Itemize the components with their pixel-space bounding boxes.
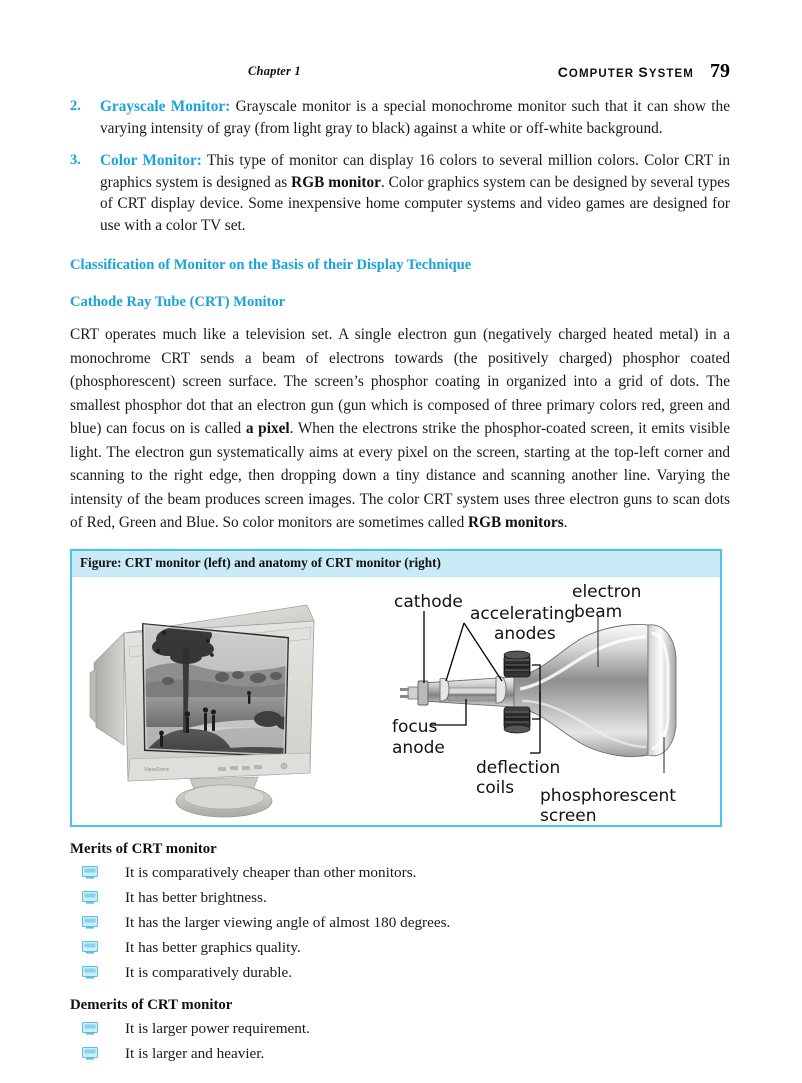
paragraph-part3: . [563,514,568,531]
list-item [70,1018,730,1039]
figure-body [72,577,720,825]
label-focus-anode-1: focus [392,716,438,737]
list-item-body [100,96,730,139]
label-electron-beam-2: beam [574,601,623,622]
figure-caption: Figure: CRT monitor (left) and anatomy of CRT monitor (right) [72,551,720,577]
list-item-lead: Grayscale Monitor: [100,98,231,115]
figure-box [70,549,722,827]
crt-anatomy-diagram [392,577,720,825]
monitor-bullet-icon [82,1047,98,1060]
paragraph-bold-pixel: a pixel [245,420,290,437]
sub-heading: Cathode Ray Tube (CRT) Monitor [70,294,286,310]
list-item-text-part2: . Color graphics system can be designed by several types of CRT display device. Some inexpensive home computer systems and video games are designed for use with a color TV set. [100,173,731,234]
demerit-text: It is larger and heavier. [125,1044,265,1062]
label-electron-beam-1: electron [572,581,642,602]
merits-heading: Merits of CRT monitor [70,840,217,857]
merit-text: It has the larger viewing angle of almost 180 degrees. [125,913,451,931]
label-deflection-coils-1: deflection [476,757,561,778]
label-accelerating-anodes-1: accelerating [470,603,576,624]
running-head-title: COMPUTER SYSTEM [557,64,694,80]
merit-text: It has better graphics quality. [125,938,301,956]
paragraph-part2: . When the electrons strike the phosphor-coated screen, it emits visible light. The electron gun systematically aims at every pixel on the screen, starting at the top-left corner and scanning to the right edge, then dropping down a tiny distance and scanning another line. Varying the intensity of the beam produces screen images. The color CRT system uses three electron guns to scan dots of Red, Green and Blue. So color monitors are sometimes called [70,420,730,531]
list-item-bold-term: RGB monitor [291,173,381,191]
list-item [70,862,730,883]
list-marker: 2. [70,98,81,114]
label-phosphorescent-screen-1: phosphorescent [540,785,676,806]
demerits-heading: Demerits of CRT monitor [70,996,233,1013]
merits-list [70,862,730,983]
list-item-text: Grayscale monitor is a special monochrome monitor such that it can show the varying intensity of gray (from light gray to black) against a white or off-white background. [100,98,730,137]
merit-text: It is comparatively cheaper than other monitors. [125,863,417,881]
demerit-text: It is larger power requirement. [125,1019,310,1037]
monitor-bullet-icon [82,916,98,929]
list-item-body [100,150,730,236]
monitor-brand-label: ViewSonic [144,766,170,773]
list-item [70,887,730,908]
list-item [70,150,730,236]
list-item-text-part1: This type of monitor can display 16 colors to several million colors. Color CRT in graphics system is designed as [100,152,730,191]
monitor-bullet-icon [82,941,98,954]
paragraph-part1: CRT operates much like a television set. A single electron gun (negatively charged heated metal) in a monochrome CRT sends a beam of electrons towards (the positively charged) phosphor coated (phosphorescent) screen surface. The screen’s phosphor coating in organized into a grid of dots. The smallest phosphor dot that an electron gun (gun which is composed of three primary colors red, green and blue) can focus on is called [70,326,730,437]
list-item [70,962,730,983]
demerits-list [70,1018,730,1064]
running-head [70,60,730,86]
monitor-bullet-icon [82,866,98,879]
list-item-lead: Color Monitor: [100,152,202,169]
label-cathode: cathode [394,591,463,612]
label-deflection-coils-2: coils [476,777,515,798]
section-heading: Classification of Monitor on the Basis of their Display Technique [70,257,472,273]
merit-text: It has better brightness. [125,888,267,906]
list-item [70,912,730,933]
page-number: 79 [710,60,730,82]
body-paragraph [70,323,730,535]
list-item [70,1043,730,1064]
running-head-chapter: Chapter 1 [248,64,301,78]
list-item [70,937,730,958]
monitor-bullet-icon [82,966,98,979]
page-content [70,96,730,1068]
crt-monitor-photo [72,577,392,825]
running-head-right [558,60,730,83]
monitor-bullet-icon [82,1022,98,1035]
merit-text: It is comparatively durable. [125,963,293,981]
label-accelerating-anodes-2: anodes [494,623,556,644]
list-marker: 3. [70,152,81,168]
label-focus-anode-2: anode [392,737,445,758]
list-item [70,96,730,139]
label-phosphorescent-screen-2: screen [540,805,597,825]
monitor-bullet-icon [82,891,98,904]
paragraph-bold-rgb-monitors: RGB monitors [468,514,564,531]
